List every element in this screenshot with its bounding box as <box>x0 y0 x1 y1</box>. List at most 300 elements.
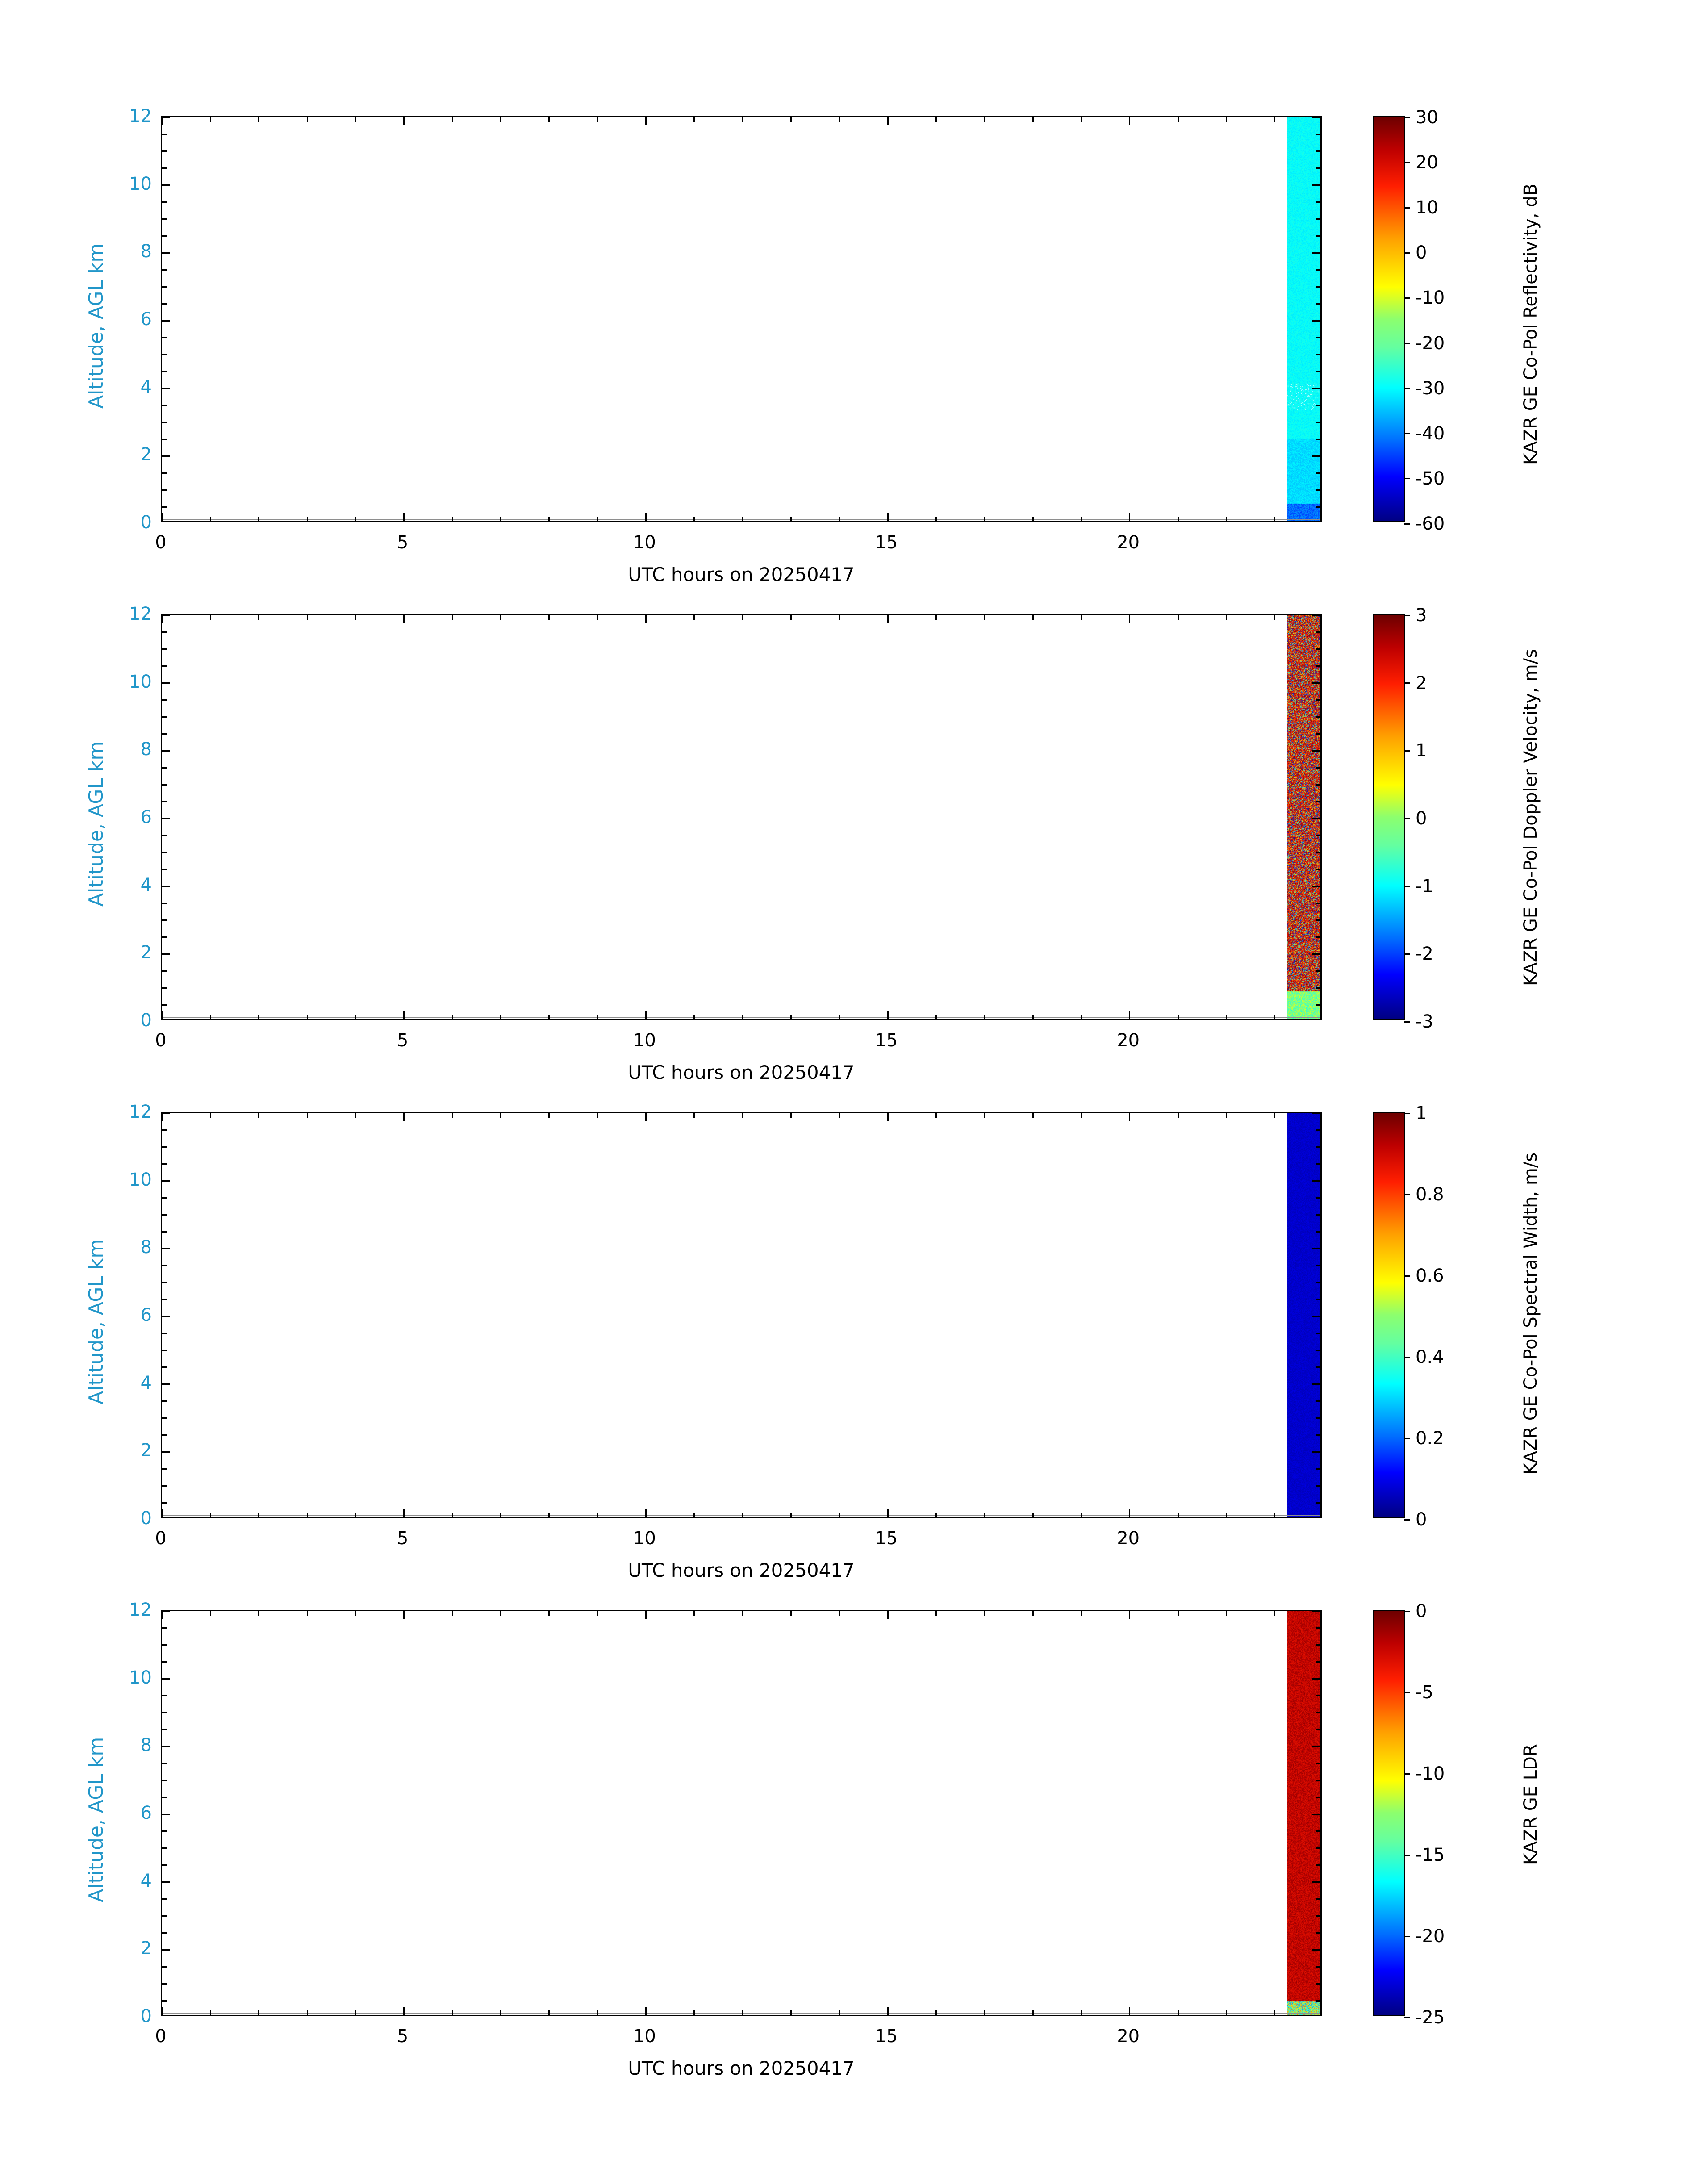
x-tick-top <box>162 1113 163 1121</box>
y-tick <box>162 682 170 684</box>
x-tick <box>210 1513 211 1517</box>
x-tick-top <box>935 1113 937 1118</box>
y-tick-right <box>1316 869 1320 870</box>
x-tick <box>1032 1513 1034 1517</box>
y-tick-right <box>1316 337 1320 338</box>
y-tick-right <box>1316 303 1320 305</box>
x-tick <box>935 517 937 521</box>
y-tick-right <box>1316 1898 1320 1900</box>
y-tick-right <box>1316 1485 1320 1487</box>
y-tick-right <box>1316 1797 1320 1798</box>
x-tick-label: 5 <box>397 1030 409 1051</box>
y-tick <box>162 218 167 220</box>
y-tick-right <box>1312 750 1320 752</box>
x-tick-label: 15 <box>875 2026 898 2047</box>
x-tick <box>355 1513 356 1517</box>
data-layer-3 <box>162 1113 1320 1517</box>
y-tick <box>162 1146 167 1148</box>
y-tick <box>162 699 167 701</box>
x-tick-top <box>403 117 405 125</box>
colorbar-tick <box>1404 615 1410 616</box>
x-tick-top <box>1129 117 1130 125</box>
y-tick-right <box>1312 1611 1320 1612</box>
x-tick-top <box>984 117 985 122</box>
y-tick-right <box>1312 615 1320 616</box>
y-tick <box>162 320 170 322</box>
data-layer-1 <box>162 117 1320 521</box>
x-tick-top <box>984 1113 985 1118</box>
y-tick-label: 6 <box>140 1803 152 1823</box>
x-tick-top <box>403 1611 405 1619</box>
y-tick-right <box>1316 801 1320 802</box>
x-tick <box>935 2010 937 2015</box>
y-tick-right <box>1316 1983 1320 1985</box>
x-tick-top <box>355 117 356 122</box>
x-tick <box>1081 1015 1082 1019</box>
x-tick-top <box>1129 1611 1130 1619</box>
x-tick-top <box>258 1113 259 1118</box>
x-tick <box>742 517 743 521</box>
y-tick-right <box>1316 970 1320 972</box>
y-tick-label: 4 <box>140 376 152 397</box>
y-tick <box>162 1881 170 1883</box>
colorbar-title-2: KAZR GE Co-Pol Doppler Velocity, m/s <box>1520 649 1541 986</box>
x-tick <box>1226 1015 1227 1019</box>
x-tick <box>887 1011 889 1019</box>
y-tick <box>162 1400 167 1402</box>
y-tick-right <box>1316 1366 1320 1368</box>
y-tick-right <box>1312 886 1320 887</box>
x-tick <box>790 2010 792 2015</box>
x-tick-top <box>693 117 695 122</box>
x-tick <box>548 517 550 521</box>
x-tick <box>1274 517 1275 521</box>
x-tick <box>1032 517 1034 521</box>
colorbar-tick-label: -3 <box>1416 1011 1433 1032</box>
y-tick-right <box>1316 1350 1320 1351</box>
x-tick-top <box>790 615 792 620</box>
y-tick <box>162 1282 167 1283</box>
x-tick <box>790 1513 792 1517</box>
x-tick <box>645 1509 647 1517</box>
colorbar-tick-label: 0 <box>1416 242 1427 263</box>
x-tick-top <box>307 117 308 122</box>
colorbar-title-3: KAZR GE Co-Pol Spectral Width, m/s <box>1520 1152 1541 1475</box>
y-tick <box>162 750 170 752</box>
x-tick-top <box>452 1611 453 1616</box>
colorbar-tick-label: 3 <box>1416 605 1427 626</box>
y-tick-right <box>1312 388 1320 389</box>
colorbar-tick <box>1404 1936 1410 1937</box>
colorbar-tick <box>1404 1275 1410 1277</box>
x-tick <box>210 1015 211 1019</box>
x-tick-label: 15 <box>875 1030 898 1051</box>
x-tick <box>887 1509 889 1517</box>
x-tick <box>500 2010 501 2015</box>
x-tick-label: 5 <box>397 532 409 553</box>
y-tick-right <box>1316 767 1320 769</box>
x-tick <box>1226 2010 1227 2015</box>
y-tick-right <box>1312 953 1320 955</box>
x-tick-top <box>500 117 501 122</box>
x-tick-top <box>790 1611 792 1616</box>
y-tick <box>162 1797 167 1798</box>
x-tick-top <box>452 615 453 620</box>
x-tick-top <box>742 615 743 620</box>
x-tick <box>1081 2010 1082 2015</box>
x-tick-top <box>1032 1113 1034 1118</box>
x-tick-top <box>500 1113 501 1118</box>
plot-area-3 <box>161 1112 1322 1518</box>
y-tick <box>162 1695 167 1696</box>
y-tick <box>162 388 170 389</box>
y-tick-right <box>1316 835 1320 836</box>
x-tick <box>500 1513 501 1517</box>
y-tick-right <box>1316 1333 1320 1334</box>
colorbar-tick-label: -20 <box>1416 333 1445 354</box>
y-tick <box>162 1004 167 1006</box>
y-tick <box>162 371 167 372</box>
y-tick-right <box>1312 1180 1320 1182</box>
colorbar-tick <box>1404 388 1410 389</box>
x-tick-top <box>1274 1611 1275 1616</box>
colorbar-tick <box>1404 1021 1410 1023</box>
x-tick <box>307 1513 308 1517</box>
x-tick-top <box>839 1113 840 1118</box>
y-tick <box>162 1983 167 1985</box>
colorbar-tick-label: 2 <box>1416 673 1427 694</box>
x-tick-top <box>1226 615 1227 620</box>
x-tick <box>307 2010 308 2015</box>
colorbar-tick <box>1404 207 1410 209</box>
x-tick <box>597 1513 598 1517</box>
colorbar-tick <box>1404 2017 1410 2018</box>
y-tick <box>162 903 167 904</box>
y-tick-label: 10 <box>129 173 152 194</box>
y-tick-right <box>1316 1417 1320 1419</box>
y-tick-right <box>1316 665 1320 667</box>
x-tick <box>597 1015 598 1019</box>
y-tick <box>162 1949 170 1951</box>
y-tick-right <box>1312 184 1320 186</box>
y-tick-right <box>1316 472 1320 474</box>
x-tick <box>1274 1015 1275 1019</box>
x-tick-top <box>887 1113 889 1121</box>
y-tick <box>162 506 167 508</box>
colorbar-tick-label: -15 <box>1416 1845 1445 1865</box>
y-tick <box>162 1350 167 1351</box>
y-tick <box>162 869 167 870</box>
colorbar-tick-label: -50 <box>1416 468 1445 489</box>
x-tick-top <box>1032 117 1034 122</box>
y-tick-label: 12 <box>129 604 152 624</box>
y-tick-label: 10 <box>129 1667 152 1688</box>
y-tick <box>162 1129 167 1131</box>
y-tick-label: 4 <box>140 1870 152 1891</box>
y-tick-right <box>1316 903 1320 904</box>
x-tick <box>1226 1513 1227 1517</box>
x-tick <box>162 513 163 521</box>
x-tick <box>1178 1015 1179 1019</box>
y-tick-right <box>1316 150 1320 152</box>
x-tick <box>1226 517 1227 521</box>
x-tick-label: 20 <box>1117 532 1140 553</box>
x-tick-top <box>548 117 550 122</box>
y-tick <box>162 269 167 271</box>
x-tick-top <box>355 615 356 620</box>
y-axis-label: Altitude, AGL km <box>85 741 108 907</box>
y-tick-right <box>1316 1729 1320 1730</box>
y-tick-right <box>1312 1814 1320 1815</box>
y-tick-right <box>1312 117 1320 118</box>
y-tick <box>162 1627 167 1629</box>
x-tick-top <box>162 615 163 623</box>
y-tick-right <box>1312 1678 1320 1680</box>
x-tick-top <box>1226 1611 1227 1616</box>
y-tick-right <box>1316 1780 1320 1781</box>
x-tick-top <box>790 1113 792 1118</box>
y-tick <box>162 455 170 457</box>
y-tick <box>162 1746 170 1747</box>
x-tick <box>984 1513 985 1517</box>
colorbar-tick <box>1404 953 1410 955</box>
colorbar-tick <box>1404 1611 1410 1612</box>
colorbar-tick <box>1404 1519 1410 1521</box>
y-tick <box>162 648 167 650</box>
x-tick-top <box>645 1113 647 1121</box>
y-tick <box>162 1316 170 1317</box>
x-tick <box>1178 517 1179 521</box>
x-tick <box>452 517 453 521</box>
y-tick-right <box>1316 1915 1320 1917</box>
colorbar-4 <box>1373 1601 1445 2028</box>
y-tick <box>162 1611 170 1612</box>
y-tick-right <box>1312 252 1320 254</box>
y-tick <box>162 1502 167 1504</box>
x-tick-top <box>452 117 453 122</box>
x-tick-label: 0 <box>155 1030 167 1051</box>
y-tick <box>162 1932 167 1934</box>
x-tick <box>742 1015 743 1019</box>
x-tick-top <box>597 615 598 620</box>
y-tick-label: 2 <box>140 444 152 465</box>
y-tick-right <box>1316 1146 1320 1148</box>
y-tick <box>162 2000 167 2002</box>
colorbar-tick <box>1404 818 1410 819</box>
colorbar-tick <box>1404 750 1410 752</box>
y-tick-right <box>1316 716 1320 718</box>
colorbar-2 <box>1373 605 1433 1032</box>
y-tick <box>162 439 167 440</box>
x-tick <box>403 1509 405 1517</box>
y-tick-label: 10 <box>129 671 152 692</box>
y-tick-right <box>1316 506 1320 508</box>
x-tick-top <box>548 615 550 620</box>
y-tick-label: 8 <box>140 739 152 760</box>
y-tick <box>162 489 167 491</box>
x-tick <box>258 1015 259 1019</box>
y-tick-right <box>1312 818 1320 819</box>
x-tick-top <box>1274 117 1275 122</box>
colorbar-tick <box>1404 1773 1410 1775</box>
y-tick-right <box>1316 1129 1320 1131</box>
y-tick-right <box>1316 1661 1320 1663</box>
y-tick <box>162 184 170 186</box>
y-tick-right <box>1316 648 1320 650</box>
x-tick <box>1081 1513 1082 1517</box>
y-tick <box>162 1248 170 1249</box>
y-tick <box>162 1197 167 1199</box>
x-tick <box>693 517 695 521</box>
x-tick-top <box>307 1113 308 1118</box>
y-tick-label: 8 <box>140 1735 152 1756</box>
plot-area-1 <box>161 116 1322 522</box>
y-tick <box>162 1780 167 1781</box>
x-tick <box>452 1513 453 1517</box>
y-tick-right <box>1316 1932 1320 1934</box>
x-tick-top <box>935 1611 937 1616</box>
y-tick-right <box>1316 354 1320 355</box>
y-tick <box>162 1113 170 1114</box>
colorbar-tick <box>1404 252 1410 254</box>
x-tick <box>597 517 598 521</box>
y-tick <box>162 1729 167 1730</box>
y-tick-label: 0 <box>140 2006 152 2027</box>
x-tick <box>307 1015 308 1019</box>
y-tick <box>162 354 167 355</box>
x-tick <box>162 1011 163 1019</box>
x-tick-top <box>1032 615 1034 620</box>
chart-panel-2 <box>0 587 1708 1083</box>
y-tick <box>162 970 167 972</box>
y-tick <box>162 733 167 735</box>
y-tick <box>162 235 167 237</box>
x-tick-top <box>597 117 598 122</box>
y-tick-label: 0 <box>140 1010 152 1031</box>
x-tick <box>693 2010 695 2015</box>
y-tick <box>162 150 167 152</box>
x-tick <box>693 1015 695 1019</box>
x-tick <box>693 1513 695 1517</box>
y-tick <box>162 716 167 718</box>
y-tick-right <box>1316 1864 1320 1866</box>
y-tick-label: 2 <box>140 942 152 963</box>
x-tick-top <box>258 1611 259 1616</box>
y-tick <box>162 987 167 989</box>
x-tick-top <box>1226 1113 1227 1118</box>
colorbar-tick-label: -2 <box>1416 944 1433 965</box>
x-tick-top <box>693 1611 695 1616</box>
y-tick-label: 8 <box>140 1237 152 1258</box>
x-tick <box>500 517 501 521</box>
colorbar-tick <box>1404 1194 1410 1195</box>
y-tick-right <box>1316 235 1320 237</box>
x-tick-top <box>1178 1113 1179 1118</box>
x-tick <box>403 2007 405 2015</box>
x-tick <box>1178 2010 1179 2015</box>
y-tick <box>162 886 170 887</box>
y-tick-right <box>1312 1746 1320 1747</box>
x-tick <box>403 1011 405 1019</box>
y-tick-label: 12 <box>129 1600 152 1620</box>
y-tick-label: 0 <box>140 512 152 533</box>
y-tick <box>162 1434 167 1436</box>
x-tick <box>452 2010 453 2015</box>
x-tick <box>258 2010 259 2015</box>
x-tick-label: 10 <box>633 1030 656 1051</box>
x-tick-top <box>839 1611 840 1616</box>
colorbar-tick <box>1404 523 1410 525</box>
y-tick-right <box>1316 733 1320 735</box>
x-tick-top <box>935 117 937 122</box>
y-tick-right <box>1316 134 1320 135</box>
y-tick <box>162 1830 167 1832</box>
y-tick <box>162 1898 167 1900</box>
y-tick <box>162 1214 167 1216</box>
x-tick-top <box>210 615 211 620</box>
y-tick <box>162 919 167 921</box>
y-tick-right <box>1316 489 1320 491</box>
x-tick-label: 15 <box>875 1528 898 1549</box>
y-tick <box>162 1966 167 1968</box>
y-tick-right <box>1312 1451 1320 1453</box>
x-tick <box>1129 513 1130 521</box>
x-tick <box>597 2010 598 2015</box>
y-tick <box>162 1163 167 1165</box>
x-tick-label: 0 <box>155 2026 167 2047</box>
y-tick-right <box>1316 1214 1320 1216</box>
y-tick-right <box>1312 455 1320 457</box>
x-tick-top <box>1178 117 1179 122</box>
x-tick-top <box>355 1611 356 1616</box>
y-tick <box>162 1231 167 1233</box>
plot-area-4 <box>161 1610 1322 2016</box>
colorbar-tick-label: 1 <box>1416 1103 1427 1124</box>
x-tick-top <box>307 615 308 620</box>
colorbar-tick-label: -40 <box>1416 423 1445 444</box>
y-tick-right <box>1312 320 1320 322</box>
y-tick-right <box>1316 1644 1320 1646</box>
data-layer-2 <box>162 615 1320 1019</box>
y-axis-label: Altitude, AGL km <box>85 243 108 409</box>
x-tick-top <box>210 1113 211 1118</box>
x-tick <box>258 1513 259 1517</box>
y-tick <box>162 1383 170 1385</box>
y-tick <box>162 767 167 769</box>
y-tick-right <box>1312 1113 1320 1114</box>
y-tick-right <box>1316 286 1320 288</box>
x-tick-label: 20 <box>1117 1528 1140 1549</box>
colorbar-tick-label: -10 <box>1416 1763 1445 1784</box>
y-tick <box>162 1847 167 1849</box>
y-tick-right <box>1312 1881 1320 1883</box>
x-tick-top <box>597 1113 598 1118</box>
x-tick-top <box>1178 615 1179 620</box>
y-axis-label: Altitude, AGL km <box>85 1239 108 1404</box>
x-tick-top <box>500 1611 501 1616</box>
colorbar-tick <box>1404 1855 1410 1856</box>
y-tick <box>162 615 170 616</box>
y-tick-right <box>1316 1163 1320 1165</box>
y-tick <box>162 1814 170 1815</box>
x-tick-top <box>984 1611 985 1616</box>
x-tick <box>1129 1509 1130 1517</box>
x-tick-label: 5 <box>397 1528 409 1549</box>
x-tick <box>839 1015 840 1019</box>
x-tick <box>452 1015 453 1019</box>
y-tick-right <box>1316 1004 1320 1006</box>
colorbar-tick-label: -60 <box>1416 514 1445 534</box>
